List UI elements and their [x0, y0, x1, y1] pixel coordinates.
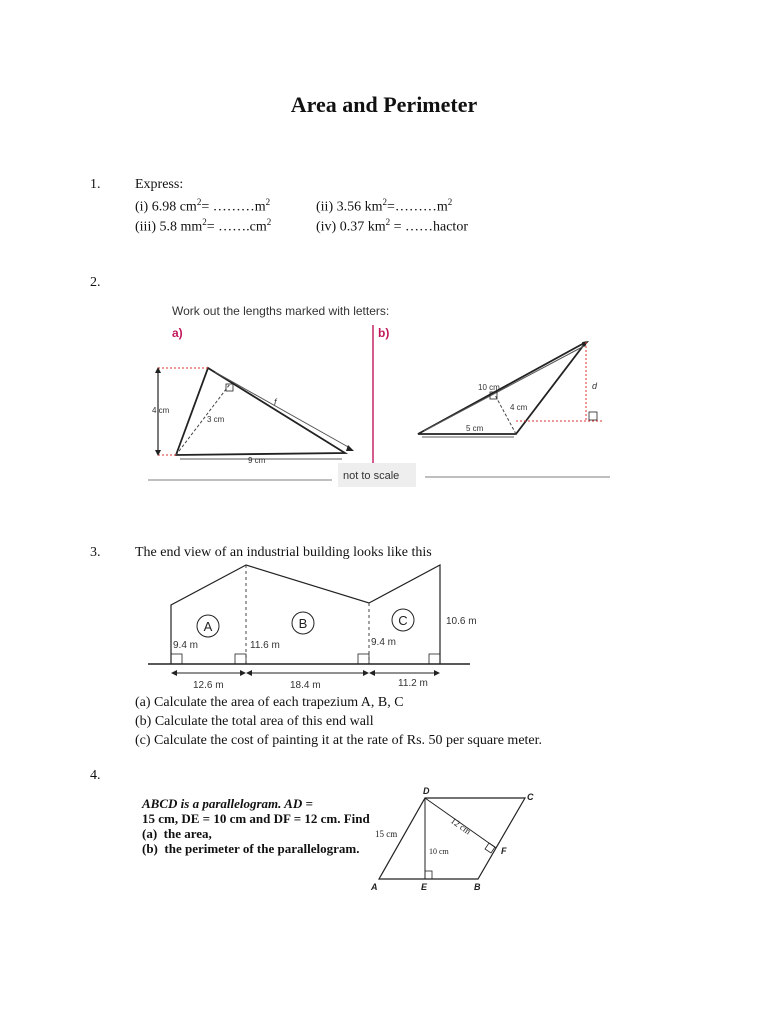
question-4-number: 4.: [90, 768, 101, 783]
question-3-part-b: (b) Calculate the total area of this end wall: [135, 714, 374, 729]
q2-b-median-label: 4 cm: [510, 403, 528, 412]
q3-label-b: B: [298, 616, 308, 631]
q4-vertex-f: F: [501, 846, 507, 856]
q2-part-a-label: a): [172, 326, 183, 340]
q4-line-3: (a) the area,: [142, 826, 212, 841]
question-2-figure: [140, 295, 620, 495]
question-1-number: 1.: [90, 177, 101, 192]
q3-height-3: 9.4 m: [371, 637, 397, 648]
q4-vertex-c: C: [527, 792, 534, 802]
q4-height-de-label: 10 cm: [429, 847, 449, 856]
question-3-part-c: (c) Calculate the cost of painting it at the rate of Rs. 50 per square meter.: [135, 733, 543, 748]
q3-label-c: C: [398, 613, 408, 628]
q4-vertex-a: A: [371, 882, 378, 892]
question-4-parallelogram-figure: [365, 782, 545, 904]
question-1-part-iv: (iv) 0.37 $km^2$ = ……hactor: [316, 217, 468, 235]
q4-height-df-label: 12 cm: [448, 815, 473, 837]
question-3-part-a: (a) Calculate the area of each trapezium A, B, C: [135, 695, 404, 710]
question-1-part-i: (i) 6.98 $cm^2=$ $\dots\dots\dots m^2$: [135, 197, 271, 215]
question-3-number: 3.: [90, 545, 101, 560]
q2-a-base-label: 9 cm: [248, 456, 266, 465]
q3-width-2: 18.4 m: [290, 680, 321, 691]
q2-triangle-a: [155, 367, 354, 459]
question-3-building-figure: [140, 560, 490, 696]
q4-line-2: 15 cm, DE = 10 cm and DF = 12 cm. Find: [142, 811, 370, 826]
q4-line-4: (b) the perimeter of the parallelogram.: [142, 841, 360, 856]
q2-a-f-label: f: [274, 397, 277, 407]
q2-not-to-scale: not to scale: [343, 470, 400, 482]
q3-width-3: 11.2 m: [398, 678, 428, 689]
q2-b-base-label: 5 cm: [466, 424, 484, 433]
question-1-part-iii: (iii) 5.8 $mm^2=$ $\dots\dots.cm^2$: [135, 217, 272, 235]
q3-label-a: A: [203, 619, 213, 634]
question-4-text: [142, 796, 382, 856]
q3-height-4: 10.6 m: [446, 616, 477, 627]
q3-height-1: 9.4 m: [173, 640, 199, 651]
q4-vertex-d: D: [423, 786, 430, 796]
q4-parallelogram: [379, 798, 525, 879]
q2-b-d-label: d: [592, 381, 598, 391]
q2-a-height-label: 4 cm: [152, 406, 170, 415]
question-1-label: Express:: [135, 177, 184, 192]
q2-triangle-b: [418, 341, 602, 437]
q2-part-b-label: b): [378, 326, 390, 340]
question-1-part-ii: (ii) 3.56 $km^2=\dots\dots\dots m^2$: [316, 197, 453, 215]
q4-vertex-e: E: [421, 882, 428, 892]
q2-b-long-side-label: 10 cm: [478, 383, 500, 392]
page-title: Area and Perimeter: [290, 92, 478, 117]
question-2-number: 2.: [90, 275, 101, 290]
question-3-intro: The end view of an industrial building looks like this: [135, 545, 432, 560]
q4-line-1: ABCD is a parallelogram. AD =: [142, 796, 313, 811]
q3-width-1: 12.6 m: [193, 680, 224, 691]
q4-vertex-b: B: [474, 882, 481, 892]
q4-side-ad: 15 cm: [375, 829, 398, 839]
q2-a-median-label: 3 cm: [207, 415, 225, 424]
q2-heading: Work out the lengths marked with letters:: [172, 304, 390, 318]
q3-height-2: 11.6 m: [250, 640, 280, 651]
